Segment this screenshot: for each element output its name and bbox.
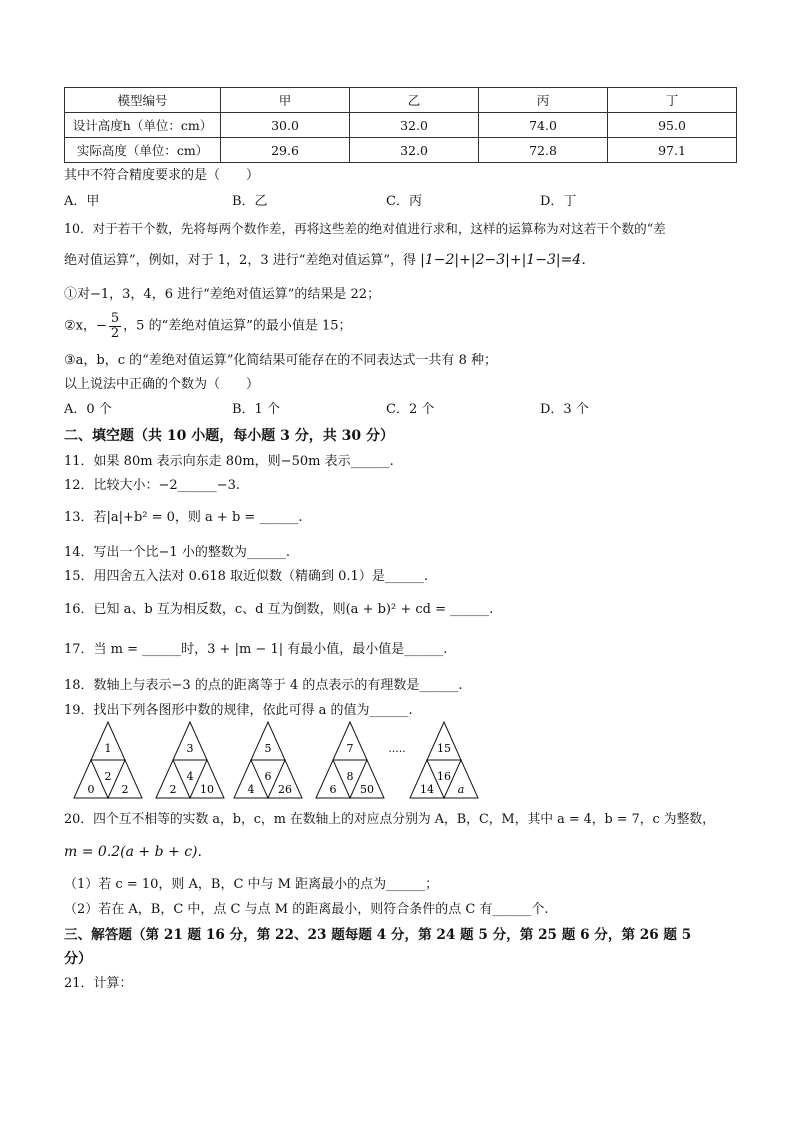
section-2-heading: 二、填空题（共 10 小题，每小题 3 分，共 30 分） <box>64 428 394 444</box>
triangle-middle-number: 16 <box>437 770 451 783</box>
q16: 16．已知 a、b 互为相反数，c、d 互为倒数，则(a + b)² + cd = ______. <box>64 602 494 617</box>
triangle-2 <box>156 722 224 798</box>
table-cell: 95.0 <box>608 113 737 138</box>
table-cell: 实际高度（单位：cm） <box>65 138 221 163</box>
triangle-1 <box>74 722 142 798</box>
section-3-heading-line1: 三、解答题（第 21 题 16 分，第 22、23 题每题 4 分，第 24 题 5 分，第 25 题 6 分，第 26 题 5 <box>64 927 692 943</box>
triangle-top-number: 15 <box>437 742 451 755</box>
triangle-top-number: 3 <box>186 742 194 755</box>
triangle-right-number: 50 <box>360 783 374 796</box>
table-row <box>65 138 737 163</box>
q10-option-a: A．0 个 <box>64 402 112 417</box>
triangle-left-number: 0 <box>87 783 95 796</box>
q9-option-d: D．丁 <box>540 194 577 209</box>
triangle-right-number: 26 <box>278 783 292 796</box>
model-height-table <box>64 87 737 163</box>
q11: 11．如果 80m 表示向东走 80m，则−50m 表示______. <box>64 454 394 469</box>
number-triangles-figure <box>70 718 490 802</box>
q19: 19．找出下列各图形中数的规律，依此可得 a 的值为______. <box>64 703 413 718</box>
q10-statement-3: ③a，b，c 的“差绝对值运算”化简结果可能存在的不同表达式一共有 8 种； <box>64 353 497 368</box>
triangle-right-number: 2 <box>121 783 129 796</box>
triangle-middle-number: 8 <box>346 770 354 783</box>
table-cell: 32.0 <box>350 113 479 138</box>
q12: 12．比较大小：−2______−3. <box>64 478 241 493</box>
q21: 21．计算： <box>64 976 133 991</box>
q9-stem: 其中不符合精度要求的是（ ） <box>64 168 260 183</box>
fraction-denominator: 2 <box>110 325 120 341</box>
triangle-left-number: 4 <box>247 783 255 796</box>
table-header-cell: 丁 <box>608 88 737 113</box>
q17: 17．当 m = ______时，3 + |m − 1| 有最小值，最小值是______. <box>64 642 448 657</box>
triangle-5 <box>410 722 478 798</box>
q20-part-2: （2）若在 A，B，C 中，点 C 与点 M 的距离最小，则符合条件的点 C 有______个. <box>64 902 549 917</box>
q10-s2-suffix: ，5 的“差绝对值运算”的最小值是 15； <box>123 318 352 334</box>
triangle-left-number: 14 <box>420 783 434 796</box>
q10-formula: |1−2|+|2−3|+|1−3|=4． <box>420 252 596 268</box>
triangle-right-number: a <box>457 783 465 796</box>
triangle-middle-number: 2 <box>104 770 112 783</box>
q10-option-c: C．2 个 <box>386 402 435 417</box>
triangle-3 <box>234 722 302 798</box>
q9-option-c: C．丙 <box>386 194 422 209</box>
table-cell: 32.0 <box>350 138 479 163</box>
q13: 13．若|a|+b² = 0，则 a + b = ______. <box>64 510 303 525</box>
q10-option-b: B．1 个 <box>232 402 280 417</box>
triangle-middle-number: 6 <box>264 770 272 783</box>
triangle-top-number: 1 <box>104 742 112 755</box>
q9-option-a: A．甲 <box>64 194 100 209</box>
q10-line2-text: 绝对值运算”，例如，对于 1，2，3 进行“差绝对值运算”，得 <box>64 253 417 268</box>
ellipsis-dots: ..... <box>388 742 406 755</box>
triangle-top-number: 7 <box>346 742 354 755</box>
triangle-left-number: 2 <box>169 783 177 796</box>
q10-s2-prefix: ②x，− <box>64 318 107 334</box>
triangle-4 <box>316 722 384 798</box>
q20-line2: m = 0.2(a + b + c). <box>64 844 202 860</box>
table-cell: 29.6 <box>221 138 350 163</box>
q10-statement-2 <box>64 312 352 340</box>
table-header-cell: 甲 <box>221 88 350 113</box>
q10-line1: 10．对于若干个数，先将每两个数作差，再将这些差的绝对值进行求和，这样的运算称为对这若干个数的“差 <box>64 221 666 236</box>
table-cell: 设计高度h（单位：cm） <box>65 113 221 138</box>
table-header-row <box>65 88 737 113</box>
q10-option-d: D．3 个 <box>540 402 589 417</box>
q14: 14．写出一个比−1 小的整数为______. <box>64 545 290 560</box>
section-3-heading-line2: 分） <box>64 951 92 967</box>
fraction <box>109 312 121 340</box>
q15: 15．用四舍五入法对 0.618 取近似数（精确到 0.1）是______. <box>64 569 428 584</box>
q9-option-b: B．乙 <box>232 194 268 209</box>
triangle-middle-number: 4 <box>186 770 194 783</box>
fraction-numerator: 5 <box>110 311 120 326</box>
q10-statement-1: ①对−1，3，4，6 进行“差绝对值运算”的结果是 22； <box>64 287 381 302</box>
table-header-cell: 乙 <box>350 88 479 113</box>
table-row <box>65 113 737 138</box>
table-cell: 74.0 <box>479 113 608 138</box>
table-header-cell: 丙 <box>479 88 608 113</box>
table-cell: 30.0 <box>221 113 350 138</box>
triangle-left-number: 6 <box>329 783 337 796</box>
q10-line2 <box>64 252 595 269</box>
triangle-right-number: 10 <box>200 783 214 796</box>
table-cell: 72.8 <box>479 138 608 163</box>
q20-line1: 20．四个互不相等的实数 a，b，c，m 在数轴上的对应点分别为 A，B，C，M，其中 a = 4，b = 7，c 为整数， <box>64 812 715 827</box>
triangle-top-number: 5 <box>264 742 272 755</box>
table-header-cell: 模型编号 <box>65 88 221 113</box>
q18: 18．数轴上与表示−3 的点的距离等于 4 的点表示的有理数是______. <box>64 678 463 693</box>
table-cell: 97.1 <box>608 138 737 163</box>
q20-part-1: （1）若 c = 10，则 A，B，C 中与 M 距离最小的点为______； <box>64 877 439 892</box>
q10-stem: 以上说法中正确的个数为（ ） <box>64 377 260 392</box>
